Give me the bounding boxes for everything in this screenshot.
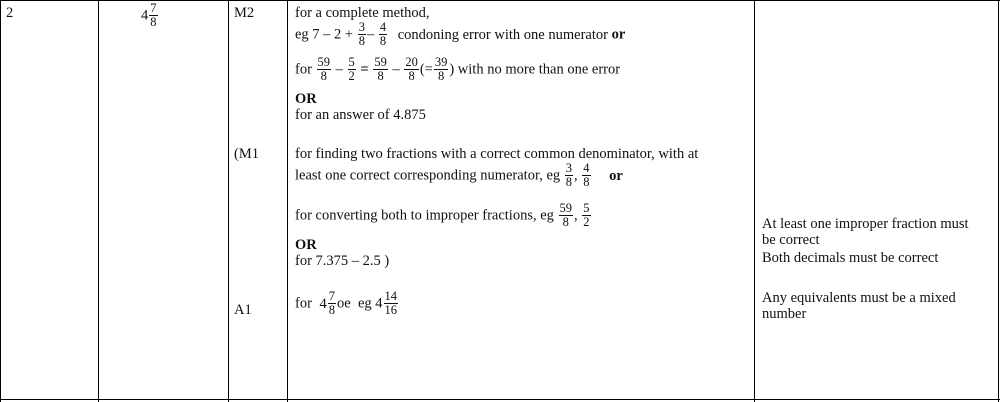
m2-fraction-59-8: $\frac{59}{8}$ bbox=[317, 55, 331, 83]
a1-fraction-14-16: $\frac{14}{16}$ bbox=[384, 289, 398, 317]
m1-fraction-4-8: $\frac{4}{8}$ bbox=[583, 161, 590, 189]
table-bottom-border bbox=[0, 399, 1000, 400]
note-equivalents-line2: number bbox=[762, 306, 807, 322]
m1-fraction-5-2: $\frac{5}{2}$ bbox=[583, 201, 590, 229]
answer-fraction: $\frac{7}{8}$ bbox=[150, 1, 157, 29]
note-decimals: Both decimals must be correct bbox=[762, 250, 939, 266]
m1-line2: least one correct corresponding numerator, eg $\frac{3}{8}$ , $\frac{4}{8}$ or bbox=[295, 161, 623, 189]
column-divider-3 bbox=[287, 0, 288, 402]
table-left-border bbox=[0, 0, 1, 402]
m2-fraction-5-2: $\frac{5}{2}$ bbox=[348, 55, 355, 83]
m2-fraction-20-8: $\frac{20}{8}$ bbox=[405, 55, 418, 83]
m2-answer-line: for an answer of 4.875 bbox=[295, 107, 426, 123]
m2-fraction-59-8b: $\frac{59}{8}$ bbox=[374, 55, 387, 83]
m2-eg-fraction-1: $\frac{3}{8}$ bbox=[358, 20, 365, 48]
m1-line1: for finding two fractions with a correct common denominator, with at bbox=[295, 146, 699, 162]
column-divider-1 bbox=[98, 0, 99, 402]
m2-fraction-39-8: $\frac{39}{8}$ bbox=[434, 55, 448, 83]
column-divider-2 bbox=[228, 0, 229, 402]
column-divider-4 bbox=[754, 0, 755, 402]
question-number: 2 bbox=[6, 5, 14, 21]
note-improper-line2: be correct bbox=[762, 232, 820, 248]
m1-line4: for 7.375 – 2.5 ) bbox=[295, 253, 390, 269]
mark-a1: A1 bbox=[234, 302, 252, 318]
note-equivalents-line1: Any equivalents must be a mixed bbox=[762, 290, 956, 306]
m2-eg-fraction-2: $\frac{4}{8}$ bbox=[379, 20, 387, 48]
a1-expression: for 4 $\frac{7}{8}$ oe eg 4 $\frac{14}{16}$ bbox=[295, 289, 398, 317]
mark-m2: M2 bbox=[234, 5, 255, 21]
m2-line1: for a complete method, bbox=[295, 5, 430, 21]
m1-line3: for converting both to improper fractions, eg $\frac{59}{8}$ , $\frac{5}{2}$ bbox=[295, 201, 590, 229]
m2-eg-expression: eg 7 – 2 + $\frac{3}{8}$ – $\frac{4}{8}$ condoning error with one numerator or bbox=[295, 20, 626, 48]
a1-fraction-7-8: $\frac{7}{8}$ bbox=[328, 289, 336, 317]
m2-for-expression: for $\frac{59}{8}$ – $\frac{5}{2}$ = $\frac{59}{8}$ – $\frac{20}{8}$ (= $\frac{39}{8}$ ) with no more than one error bbox=[295, 55, 621, 83]
mark-m1: (M1 bbox=[234, 146, 259, 162]
m2-or-heading: OR bbox=[295, 91, 317, 107]
note-improper-line1: At least one improper fraction must bbox=[762, 216, 969, 232]
answer-mixed-number bbox=[141, 2, 159, 29]
answer-whole: 4 bbox=[141, 7, 149, 24]
m1-or-heading: OR bbox=[295, 237, 317, 253]
m1-fraction-59-8: $\frac{59}{8}$ bbox=[559, 201, 573, 229]
m1-fraction-3-8: $\frac{3}{8}$ bbox=[565, 161, 573, 189]
table-right-border bbox=[998, 0, 999, 402]
